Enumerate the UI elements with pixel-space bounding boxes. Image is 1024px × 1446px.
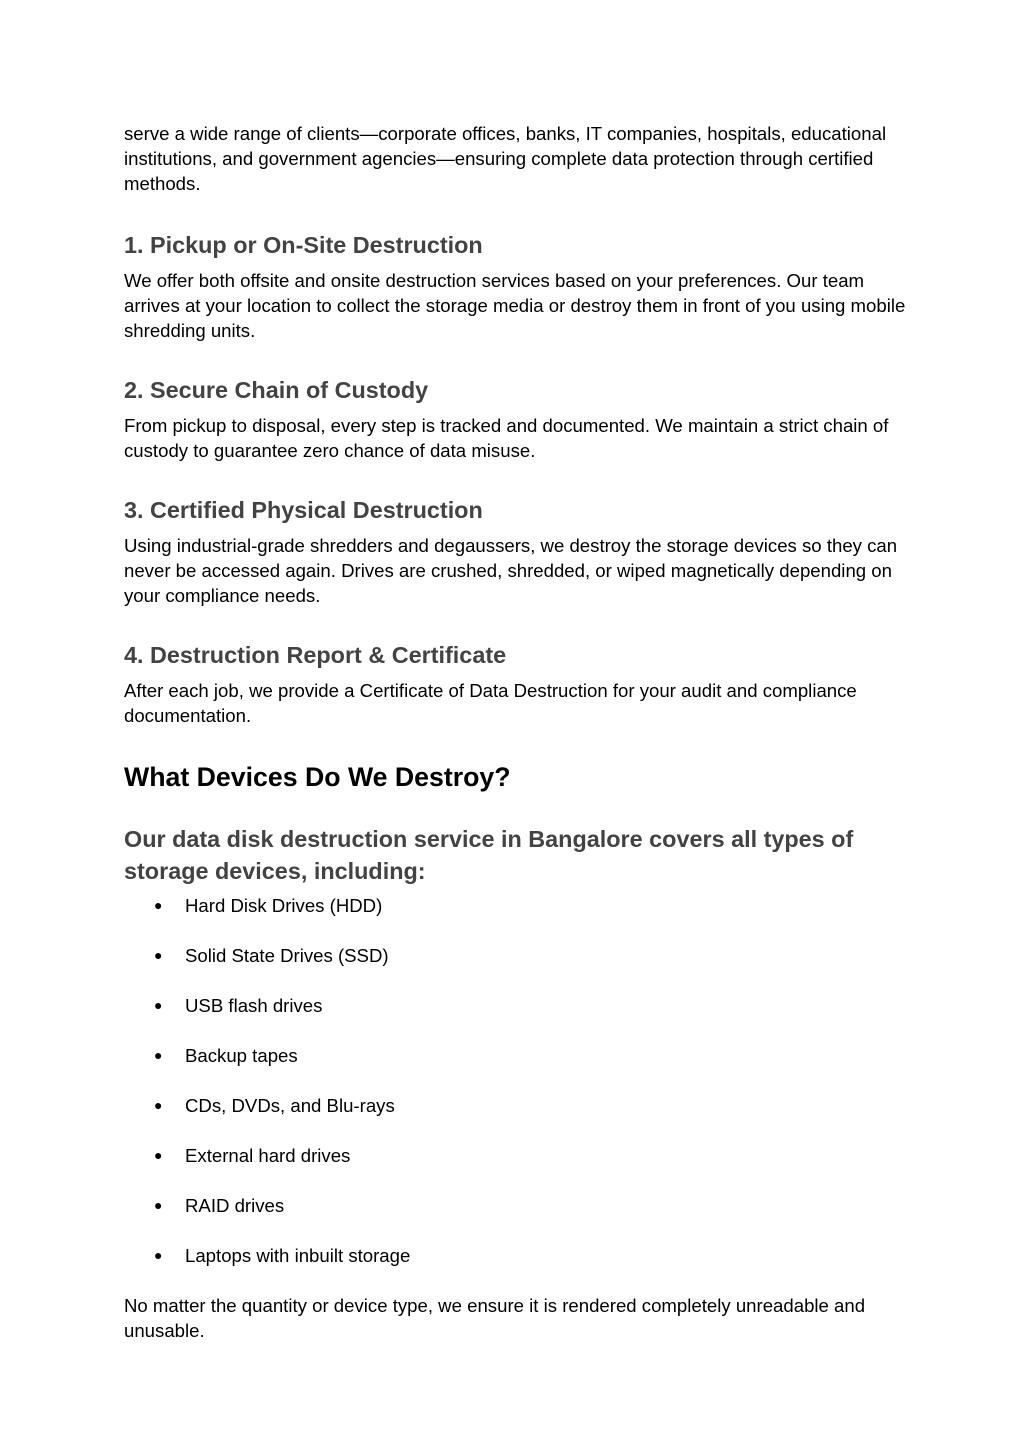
section-report-certificate [124,640,914,728]
list-item-label: RAID drives [185,1195,285,1216]
section-heading: 4. Destruction Report & Certificate [124,642,507,668]
list-item [124,893,914,918]
bullet-icon: ● [154,1047,163,1063]
section-body: Using industrial-grade shredders and degaussers, we destroy the storage devices so they can never be accessed again. Drives are crushed, shredded, or wiped magnetically depending on your compliance needs. [124,535,898,606]
list-item-label: USB flash drives [185,995,323,1016]
document-page [124,121,914,1343]
section-body: We offer both offsite and onsite destruction services based on your preferences. Our team arrives at your location to collect the storage media or destroy them in front of you using mobile shredding units. [124,270,906,341]
intro-paragraph: serve a wide range of clients—corporate offices, banks, IT companies, hospitals, educational institutions, and government agencies—ensuring complete data protection through certified methods. [124,123,887,194]
bullet-icon: ● [154,1097,163,1113]
bullet-icon: ● [154,1247,163,1263]
closing-paragraph: No matter the quantity or device type, we ensure it is rendered completely unreadable and unusable. [124,1295,866,1341]
list-item [124,1193,914,1218]
bullet-icon: ● [154,947,163,963]
devices-title: What Devices Do We Destroy? [124,762,511,792]
bullet-icon: ● [154,997,163,1013]
list-item-label: External hard drives [185,1145,351,1166]
section-body: After each job, we provide a Certificate of Data Destruction for your audit and compliance documentation. [124,680,857,726]
list-item [124,943,914,968]
list-item-label: Backup tapes [185,1045,298,1066]
list-item [124,1243,914,1268]
list-item [124,1043,914,1068]
bullet-icon: ● [154,1197,163,1213]
bullet-icon: ● [154,897,163,913]
section-physical-destruction [124,495,914,608]
section-pickup [124,230,914,343]
section-body: From pickup to disposal, every step is tracked and documented. We maintain a strict chain of custody to guarantee zero chance of data misuse. [124,415,889,461]
list-item [124,1143,914,1168]
list-item-label: Hard Disk Drives (HDD) [185,895,383,916]
devices-subtitle: Our data disk destruction service in Bangalore covers all types of storage devices, including: [124,826,854,884]
list-item-label: CDs, DVDs, and Blu-rays [185,1095,395,1116]
list-item [124,993,914,1018]
list-item-label: Solid State Drives (SSD) [185,945,389,966]
bullet-icon: ● [154,1147,163,1163]
section-chain-of-custody [124,375,914,463]
section-heading: 2. Secure Chain of Custody [124,377,429,403]
section-heading: 3. Certified Physical Destruction [124,497,483,523]
device-list [124,893,914,1268]
section-heading: 1. Pickup or On-Site Destruction [124,232,483,258]
list-item-label: Laptops with inbuilt storage [185,1245,411,1266]
list-item [124,1093,914,1118]
